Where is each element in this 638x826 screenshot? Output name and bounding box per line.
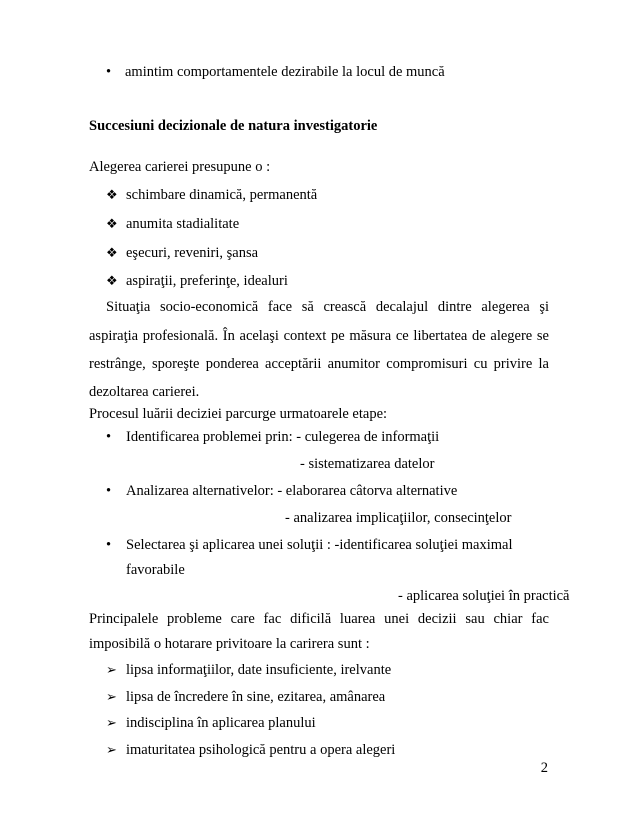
arrow-bullet-icon: ➢ (106, 715, 117, 730)
diamond-item: aspiraţii, preferinţe, idealuri (126, 273, 288, 289)
arrow-item: lipsa informaţiilor, date insuficiente, irelvante (126, 662, 392, 678)
diamond-bullet-icon: ❖ (106, 216, 118, 231)
top-bullet-text: amintim comportamentele dezirabile la locul de muncă (125, 64, 445, 80)
arrow-bullet-icon: ➢ (106, 662, 117, 677)
bullet-icon: • (106, 483, 112, 499)
intro-text: Alegerea carierei presupune o : (89, 159, 271, 175)
paragraph-line: Situaţia socio-economică face să crească decalajul dintre alegerea şi (106, 299, 549, 315)
diamond-bullet-icon: ❖ (106, 187, 118, 202)
bullet-icon: • (106, 429, 112, 445)
arrow-item: imaturitatea psihologică pentru a opera alegeri (126, 742, 396, 758)
step-sub: - aplicarea soluţiei în practică (398, 588, 570, 604)
bullet-icon: • (106, 537, 112, 553)
arrow-item: indisciplina în aplicarea planului (126, 715, 316, 731)
arrow-bullet-icon: ➢ (106, 742, 117, 757)
diamond-item: schimbare dinamică, permanentă (126, 187, 318, 203)
step-main: Selectarea şi aplicarea unei soluţii : -identificarea soluţiei maximal (126, 537, 513, 553)
page-number: 2 (540, 760, 548, 776)
paragraph-line: dezoltarea carierei. (89, 384, 200, 400)
process-intro: Procesul luării deciziei parcurge urmatoarele etape: (89, 406, 388, 422)
diamond-item: eşecuri, reveniri, şansa (126, 245, 259, 261)
paragraph-line: imposibilă o hotarare privitoare la carirera sunt : (89, 636, 370, 652)
step-continuation: favorabile (126, 562, 185, 578)
diamond-item: anumita stadialitate (126, 216, 240, 232)
step-sub: - analizarea implicaţiilor, consecinţelor (285, 510, 512, 526)
diamond-bullet-icon: ❖ (106, 245, 118, 260)
bullet-icon: • (106, 64, 112, 80)
step-main: Identificarea problemei prin: - culegerea de informaţii (126, 429, 440, 445)
paragraph-line: restrânge, sporeşte ponderea acceptării anumitor compromisuri cu privire la (89, 356, 549, 372)
diamond-bullet-icon: ❖ (106, 273, 118, 288)
step-main: Analizarea alternativelor: - elaborarea câtorva alternative (126, 483, 458, 499)
step-sub: - sistematizarea datelor (300, 456, 435, 472)
arrow-bullet-icon: ➢ (106, 689, 117, 704)
paragraph-line: Principalele probleme care fac dificilă luarea unei decizii sau chiar fac (89, 611, 549, 627)
section-heading: Succesiuni decizionale de natura investigatorie (89, 118, 378, 134)
paragraph-line: aspiraţia profesională. În acelaşi context pe măsura ce libertatea de alegere se (89, 328, 549, 344)
arrow-item: lipsa de încredere în sine, ezitarea, amânarea (126, 689, 386, 705)
